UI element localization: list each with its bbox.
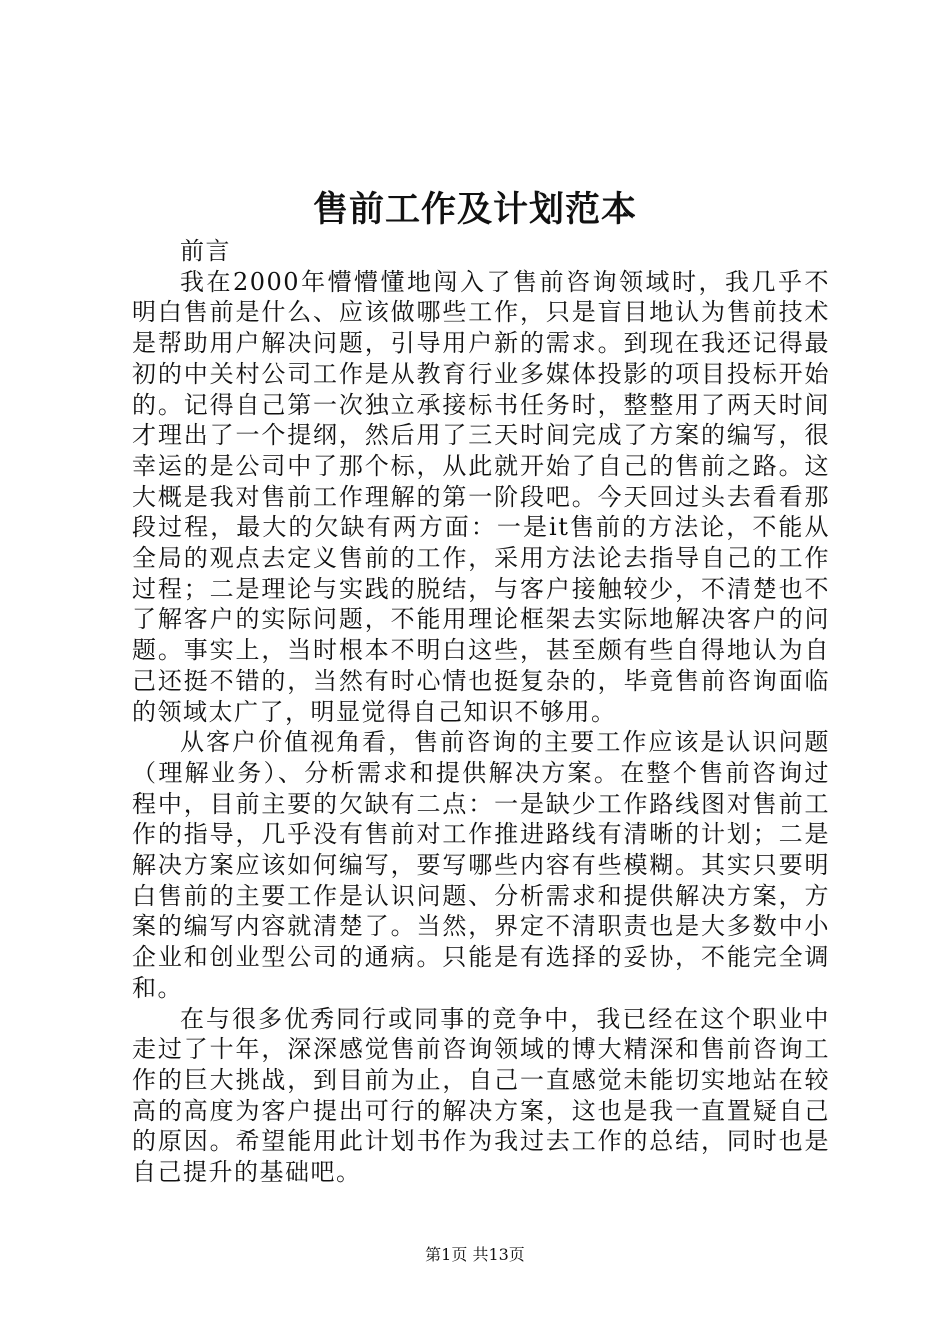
page-footer xyxy=(0,1244,950,1266)
paragraph-3: 在与很多优秀同行或同事的竞争中，我已经在这个职业中走过了十年，深深感觉售前咨询领域的博大精深和售前咨询工作的巨大挑战，到目前为止，自己一直感觉未能切实地站在较高的高度为客户提出可行的解决方案，这也是我一直置疑自己的原因。希望能用此计划书作为我过去工作的总结，同时也是自己提升的基础吧。 xyxy=(132,1004,830,1187)
document-title: 售前工作及计划范本 xyxy=(312,189,637,230)
paragraph-1: 我在2000年懵懵懂地闯入了售前咨询领域时，我几乎不明白售前是什么、应该做哪些工作，只是盲目地认为售前技术是帮助用户解决问题，引导用户新的需求。到现在我还记得最初的中关村公司工作是从教育行业多媒体投影的项目投标开始的。记得自己第一次独立承接标书任务时，整整用了两天时间才理出了一个提纲，然后用了三天时间完成了方案的编写，很幸运的是公司中了那个标，从此就开始了自己的售前之路。这大概是我对售前工作理解的第一阶段吧。今天回过头去看看那段过程，最大的欠缺有两方面：一是it售前的方法论，不能从全局的观点去定义售前的工作，采用方法论去指导自己的工作过程；二是理论与实践的脱结，与客户接触较少，不清楚也不了解客户的实际问题，不能用理论框架去实际地解决客户的问题。事实上，当时根本不明白这些，甚至颇有些自得地认为自己还挺不错的，当然有时心情也挺复杂的，毕竟售前咨询面临的领域太广了，明显觉得自己知识不够用。 xyxy=(132,267,830,726)
document-body xyxy=(132,236,830,1188)
paragraph-preface: 前言 xyxy=(180,237,231,265)
paragraph-2: 从客户价值视角看，售前咨询的主要工作应该是认识问题（理解业务）、分析需求和提供解决方案。在整个售前咨询过程中，目前主要的欠缺有二点：一是缺少工作路线图对售前工作的指导，几乎没有售前对工作推进路线有清晰的计划；二是解决方案应该如何编写，要写哪些内容有些模糊。其实只要明白售前的主要工作是认识问题、分析需求和提供解决方案，方案的编写内容就清楚了。当然，界定不清职责也是大多数中小企业和创业型公司的通病。只能是有选择的妥协，不能完全调和。 xyxy=(132,728,830,1002)
page-number: 第1页 共13页 xyxy=(425,1245,525,1264)
